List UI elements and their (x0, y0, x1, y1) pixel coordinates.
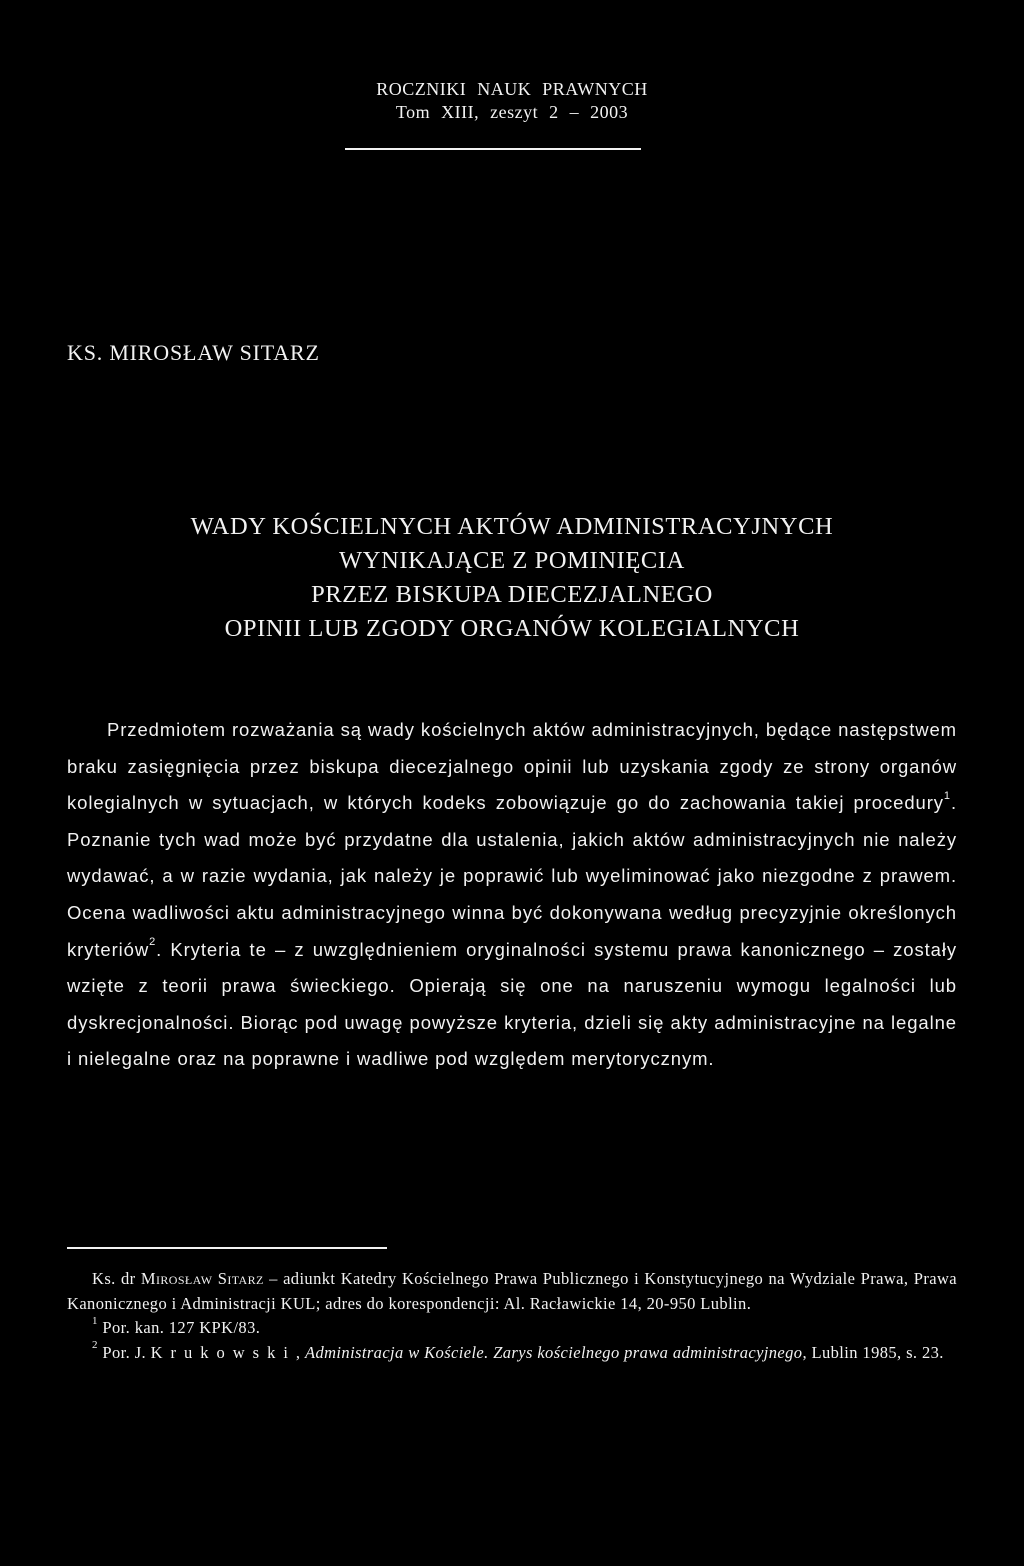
title-line: OPINII LUB ZGODY ORGANÓW KOLEGIALNYCH (224, 615, 800, 642)
footnote-ref: 1 (943, 790, 951, 803)
title-line: WADY KOŚCIELNYCH AKTÓW ADMINISTRACYJNYCH (190, 513, 834, 540)
body-paragraph (67, 712, 957, 1078)
article-body (67, 712, 957, 1078)
footnote-divider (67, 1247, 387, 1249)
article-title (0, 510, 1024, 646)
footnote-number: 2 (92, 1339, 98, 1352)
body-text: . Poznanie tych wad może być przydatne dla ustalenia, jakich aktów administracyjnych nie należy wydawać, a w razie wydania, jak należy je poprawić lub wyeliminować jako niezgodne z prawem. Ocena wadliwości aktu administracyjnego winna być dokonywana według precyzyjnie określonych kryteriów (67, 792, 957, 960)
title-line: WYNIKAJĄCE Z POMINIĘCIA (339, 547, 685, 574)
journal-name: ROCZNIKI NAUK PRAWNYCH (376, 79, 648, 99)
header-divider (345, 148, 641, 150)
cited-title: Administracja w Kościele. Zarys kościelnego prawa administracyjnego (304, 1342, 803, 1362)
footnote-ref: 2 (149, 936, 157, 949)
author-note-prefix: Ks. dr (92, 1269, 141, 1288)
journal-volume: Tom XIII, zeszyt 2 – 2003 (395, 102, 629, 122)
body-text: Przedmiotem rozważania są wady kościelnych aktów administracyjnych, będące następstwem braku zasięgnięcia przez biskupa diecezjalnego opinii lub uzyskania zgody ze strony organów kolegialnych w sytuacjach, w których kodeks zobowiązuje go do zachowania takiej procedury (67, 719, 957, 814)
footnote-text: Por. J. (97, 1342, 151, 1362)
footnotes (67, 1267, 957, 1365)
cited-author: Krukowski (150, 1342, 296, 1362)
body-text: . Kryteria te – z uwzględnieniem oryginalności systemu prawa kanonicznego – zostały wzięte z teorii prawa świeckiego. Opierają się one na naruszeniu wymogu legalności lub dyskrecjonalności. Biorąc pod uwagę powyższe kryteria, dzieli się akty administracyjne na legalne i nielegalne oraz na poprawne i wadliwe pod względem merytorycznym. (67, 938, 957, 1070)
footnote-1 (67, 1316, 957, 1341)
journal-header (0, 78, 1024, 124)
footnote-text: , (295, 1342, 305, 1362)
footnote-text: Por. kan. 127 KPK/83. (97, 1318, 261, 1338)
author-note-text: – adiunkt Katedry Kościelnego Prawa Publicznego i Konstytucyjnego na Wydziale Prawa, Prawa Kanonicznego i Administracji KUL; adres do korespondencji: Al. Racławickie 14, 20-950 Lublin. (67, 1269, 957, 1313)
article-author: KS. MIROSŁAW SITARZ (67, 340, 320, 365)
author-note (67, 1267, 957, 1316)
title-line: PRZEZ BISKUPA DIECEZJALNEGO (311, 581, 713, 608)
footnote-text: , Lublin 1985, s. 23. (802, 1342, 944, 1362)
author-note-name: Mirosław Sitarz (140, 1269, 264, 1288)
footnote-number: 1 (92, 1314, 98, 1327)
footnote-2 (67, 1341, 957, 1366)
